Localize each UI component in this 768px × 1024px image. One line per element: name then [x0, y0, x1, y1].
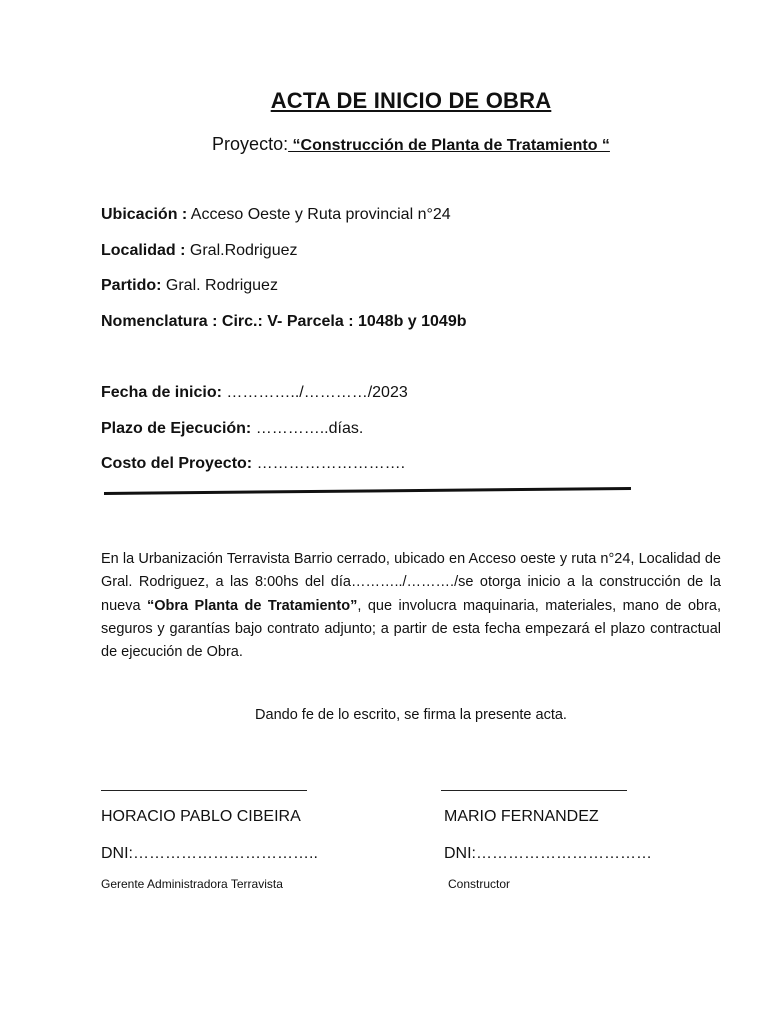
signer-role-right: Constructor [448, 877, 511, 891]
separator-line [104, 487, 631, 495]
costo-proyecto-field [101, 455, 405, 473]
ubicacion-field [101, 206, 451, 224]
localidad-value: Gral.Rodriguez [185, 242, 298, 259]
fecha-inicio-value: …………../…………/2023 [221, 384, 408, 401]
nomenclatura-text: Nomenclatura : Circ.: V- Parcela : 1048b y 1049b [101, 313, 467, 330]
partido-value: Gral. Rodriguez [161, 277, 278, 294]
paragraph-text-1: En la Urbanización Terravista Barrio cerrado, ubicado en Acceso oeste y ruta n°24, Localidad de Gral. Rodriguez, a las 8:00hs del día………../………./se otorga inicio a la construcción de la nueva [101, 551, 721, 614]
signer-name-right: MARIO FERNANDEZ [444, 808, 599, 825]
fecha-inicio-label: Fecha de inicio: [101, 384, 222, 401]
paragraph-text-2: , que involucra maquinaria, materiales, mano de obra, seguros y garantías bajo contrato adjunto; a partir de esta fecha empezará el plazo contractual de ejecución de Obra. [101, 597, 721, 661]
closing-statement: Dando fe de lo escrito, se firma la presente acta. [255, 707, 567, 723]
localidad-label: Localidad : [101, 242, 186, 259]
ubicacion-label: Ubicación : [101, 206, 188, 223]
plazo-ejecucion-value: …………..días. [251, 420, 364, 437]
signer-role-left: Gerente Administradora Terravista [101, 877, 283, 891]
body-paragraph [101, 548, 721, 664]
costo-proyecto-label: Costo del Proyecto: [101, 455, 253, 472]
signature-line-right [441, 790, 627, 791]
signer-name-left: HORACIO PABLO CIBEIRA [101, 808, 301, 825]
ubicacion-value: Acceso Oeste y Ruta provincial n°24 [187, 206, 451, 223]
plazo-ejecucion-field [101, 420, 363, 438]
plazo-ejecucion-label: Plazo de Ejecución: [101, 420, 252, 437]
project-label: Proyecto: [212, 134, 289, 154]
paragraph-bold-text: “Obra Planta de Tratamiento” [146, 597, 358, 614]
partido-field [101, 277, 278, 295]
signature-line-left [101, 790, 307, 791]
fecha-inicio-field [101, 384, 408, 402]
costo-proyecto-value: ………………………. [252, 455, 406, 472]
localidad-field [101, 242, 298, 260]
nomenclatura-field [101, 313, 467, 331]
document-title: ACTA DE INICIO DE OBRA [270, 88, 552, 113]
signer-dni-right: DNI:…………………………… [444, 845, 652, 862]
partido-label: Partido: [101, 277, 162, 294]
signer-dni-left: DNI:…………………………….. [101, 845, 318, 862]
project-name: “Construcción de Planta de Tratamiento “ [288, 137, 610, 154]
project-heading [0, 134, 768, 155]
